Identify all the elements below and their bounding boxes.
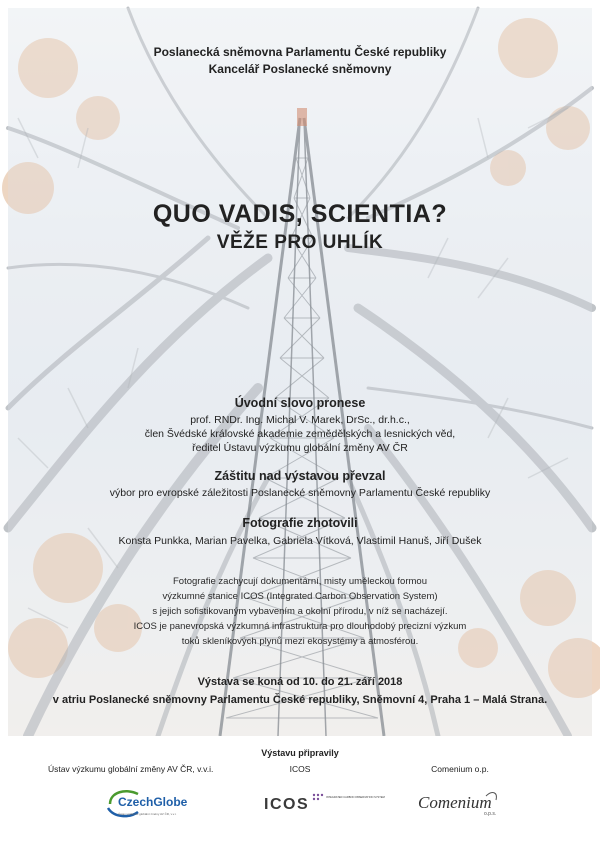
section-line: výbor pro evropské záležitosti Poslanecké sněmovny Parlamentu České republiky [109,487,491,499]
czechglobe-logo-sub: Ústav výzkumu globální změny AV ČR, v.v.i. [118,812,177,816]
section-heading-photographers: Fotografie zhotovili [242,516,358,530]
section-line: Konsta Punkka, Marian Pavelka, Gabriela Vítková, Vlastimil Hanuš, Jiří Dušek [118,535,482,547]
poster-subtitle: VĚŽE PRO UHLÍK [216,232,384,253]
section-heading-speech: Úvodní slovo pronese [234,396,366,410]
section-line: ředitel Ústavu výzkumu globální změny AV ČR [192,442,408,454]
description-line: s jejich sofistikovaným vybavením a okolní přírodu, v níž se nacházejí. [152,606,448,617]
czechglobe-logo-text: CzechGlobe [118,795,188,809]
section-line: člen Švédské královské akademie zemědělských a lesnických věd, [144,428,456,440]
comenium-logo-sub: o.p.s. [484,811,497,817]
description-line: ICOS je panevropská výzkumná infrastruktura pro dlouhodobý precizní výzkum [133,621,467,632]
footer [0,736,600,847]
section-heading-patronage: Záštitu nad výstavou převzal [214,469,386,483]
poster-title: QUO VADIS, SCIENTIA? [152,200,448,228]
czechglobe-logo [104,786,194,820]
section-line: prof. RNDr. Ing. Michal V. Marek, DrSc., dr.h.c., [190,414,410,426]
description-line: výzkumné stanice ICOS (Integrated Carbon Observation System) [162,591,438,602]
prepared-by-label: Výstavu připravily [261,748,339,758]
partner-name-czechglobe: Ústav výzkumu globální změny AV ČR, v.v.i. [48,764,214,774]
partner-name-comenium: Comenium o.p. [431,764,489,774]
organizer-line-2: Kancelář Poslanecké sněmovny [208,62,392,76]
icos-logo-sub: INTEGRATED CARBON OBSERVATION SYSTEM [326,796,385,799]
comenium-logo-text: Comenium [418,793,492,812]
partner-name-icos: ICOS [289,764,311,774]
organizer-line-1: Poslanecká sněmovna Parlamentu České republiky [153,45,447,59]
exhibition-venue: v atriu Poslanecké sněmovny Parlamentu České republiky, Sněmovní 4, Praha 1 – Malá Strana. [52,694,548,706]
description-line: toků skleníkových plynů mezi ekosystémy a atmosférou. [181,636,419,647]
exhibition-dates: Výstava se koná od 10. do 21. září 2018 [197,676,403,688]
icos-logo-text: ICOS [264,796,310,813]
comenium-logo [414,786,504,820]
icos-logo [264,790,385,816]
description-line: Fotografie zachycují dokumentární, misty uměleckou formou [173,576,427,587]
poster-photo-area [8,8,592,736]
